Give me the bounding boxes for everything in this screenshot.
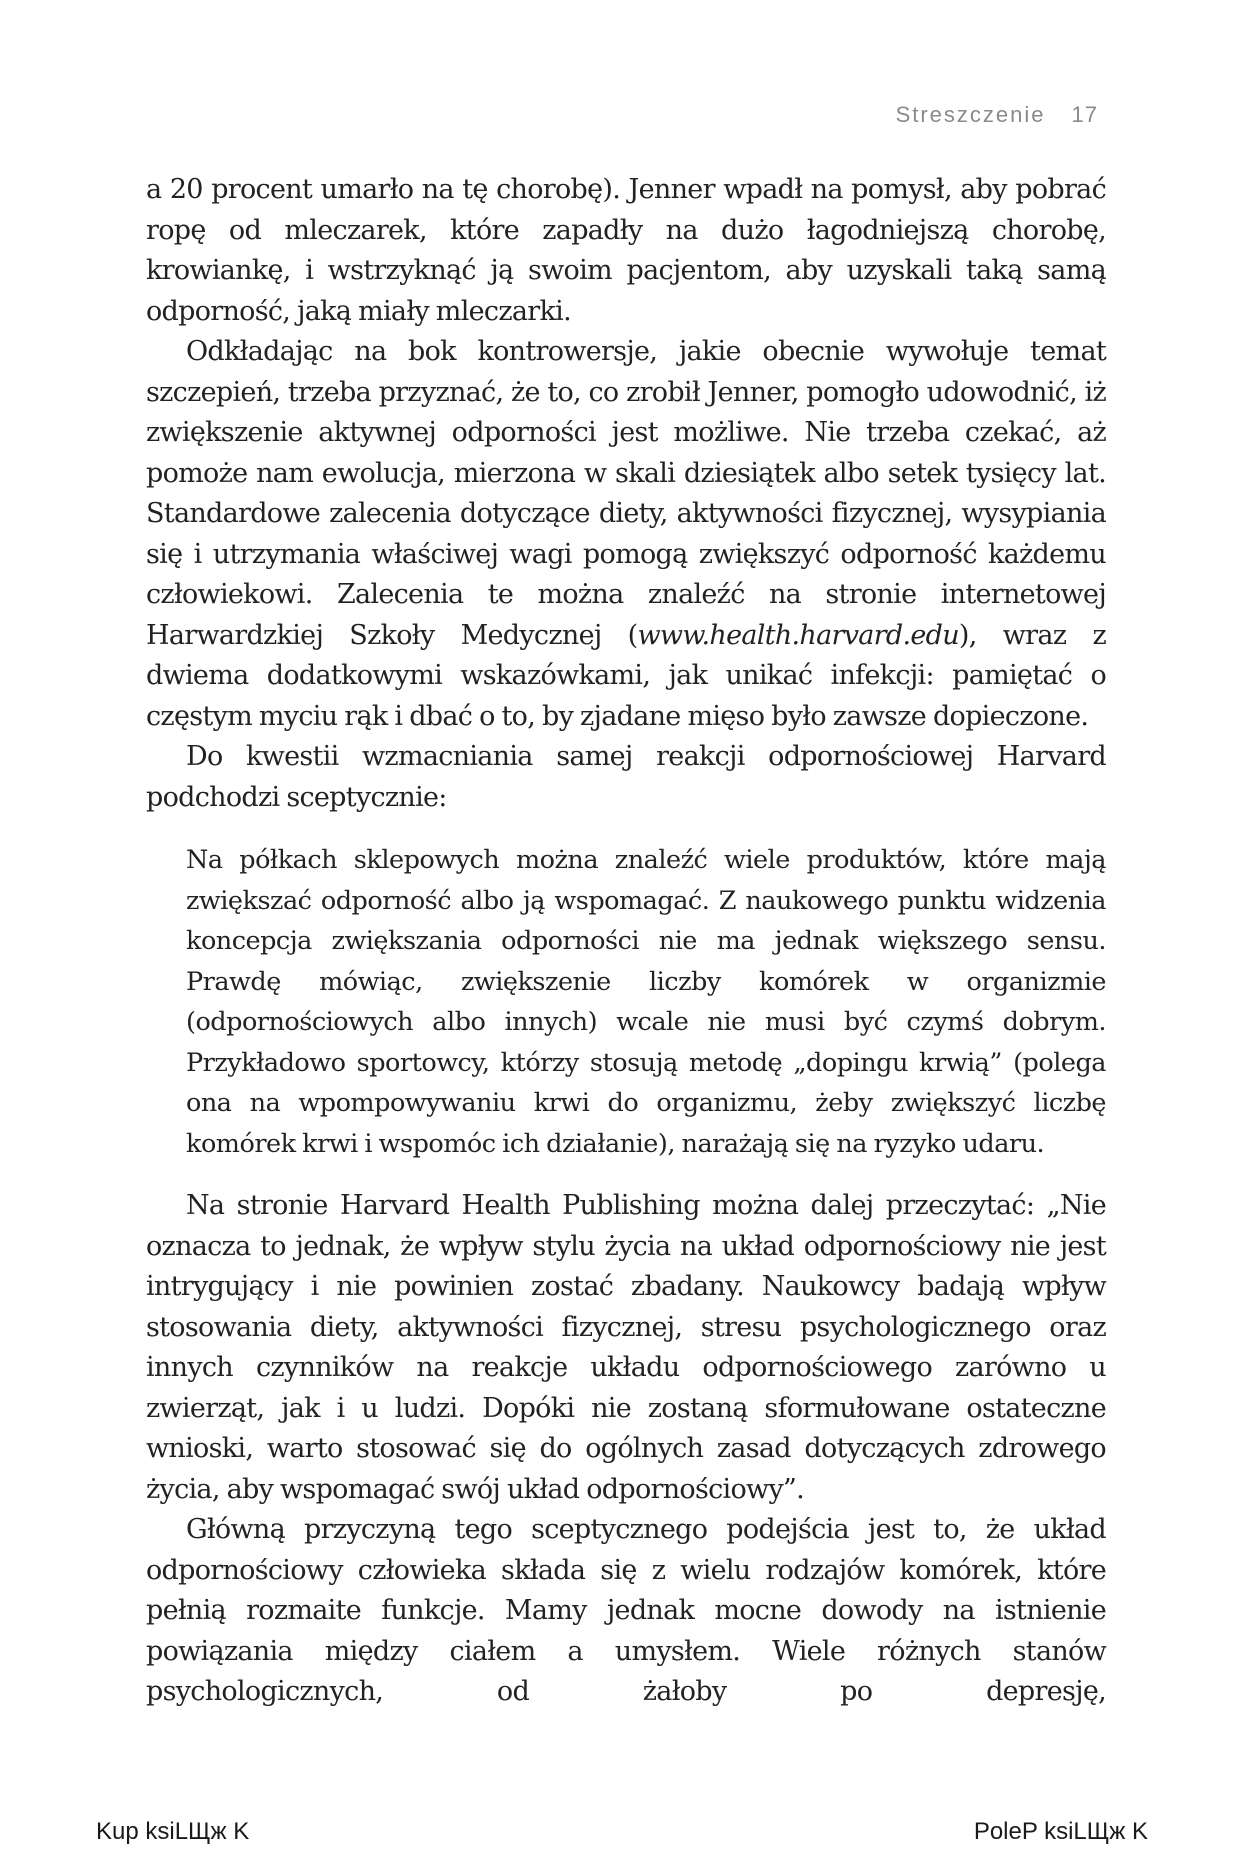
running-header [896,102,1098,128]
paragraph-4: Na stronie Harvard Health Publishing można dalej przeczytać: „Nie oznacza to jednak, że wpływ stylu życia na układ odpornościowy nie jest intrygujący i nie powinien zostać zbadany. Naukowcy badają wpływ stosowania diety, aktywności fizycznej, stresu psychologicznego oraz innych czynników na reakcje układu odpornościowego zarówno u zwierząt, jak i u ludzi. Dopóki nie zostaną sformułowane ostateczne wnioski, warto stosować się do ogólnych zasad dotyczących zdrowego życia, aby wspomagać swój układ odpornościowy”. [146,1190,1106,1505]
page-number: 17 [1071,102,1098,127]
block-quote: Na półkach sklepowych można znaleźć wiele produktów, które mają zwiększać odporność albo ją wspomagać. Z naukowego punktu widzenia koncepcja zwiększania odporności nie ma jednak większego sensu. Prawdę mówiąc, zwiększenie liczby komórek w organizmie (odpornościowych albo innych) wcale nie musi być czymś dobrym. Przykładowo sportowcy, którzy stosują metodę „dopingu krwią” (polega ona na wpompowywaniu krwi do organizmu, żeby zwiększyć liczbę komórek krwi i wspomóc ich działanie), narażają się na ryzyko udaru. [186,845,1106,1159]
harvard-url: www.health.harvard.edu [637,619,959,651]
paragraph-5: Główną przyczyną tego sceptycznego podejścia jest to, że układ odpornościowy człowieka składa się z wielu rodzajów komórek, które pełnią rozmaite funkcje. Mamy jednak mocne dowody na istnienie powiązania między ciałem a umysłem. Wiele różnych stanów psychologicznych, od żałoby po depresję, [146,1514,1106,1707]
paragraph-3: Do kwestii wzmacniania samej reakcji odpornościowej Harvard podchodzi sceptycznie: [146,741,1106,813]
buy-book-link[interactable]: Kup ksiLЩж K [96,1818,250,1845]
recommend-book-link[interactable]: PoleP ksiLЩж K [973,1818,1148,1845]
paragraph-2-text-b: ), wraz z dwiema dodatkowymi wskazówkami, jak unikać infekcji: pamiętać o częstym myciu rąk i dbać o to, by zjadane mięso było zawsze dopieczone. [146,619,1106,732]
paragraph-2-text-a: Odkładając na bok kontrowersje, jakie obecnie wywołuje temat szczepień, trzeba przyznać, że to, co zrobił Jenner, pomogło udowodnić, iż zwiększenie aktywnej odporności jest możliwe. Nie trzeba czekać, aż pomoże nam ewolucja, mierzona w skali dziesiątek albo setek tysięcy lat. Standardowe zalecenia dotyczące diety, aktywności fizycznej, wysypiania się i utrzymania właściwej wagi pomogą zwiększyć odporność każdemu człowiekowi. Zalecenia te można znaleźć na stronie internetowej Harwardzkiej Szkoły Medycznej ( [146,336,1106,651]
paragraph-1: a 20 procent umarło na tę chorobę). Jenner wpadł na pomysł, aby pobrać ropę od mleczarek, które zapadły na dużo łagodniejszą chorobę, krowiankę, i wstrzyknąć ją swoim pacjentom, aby uzyskali taką samą odporność, jaką miały mleczarki. [146,174,1106,327]
page-body [146,170,1106,1713]
section-title: Streszczenie [895,102,1046,127]
paragraph-2 [146,332,1106,737]
